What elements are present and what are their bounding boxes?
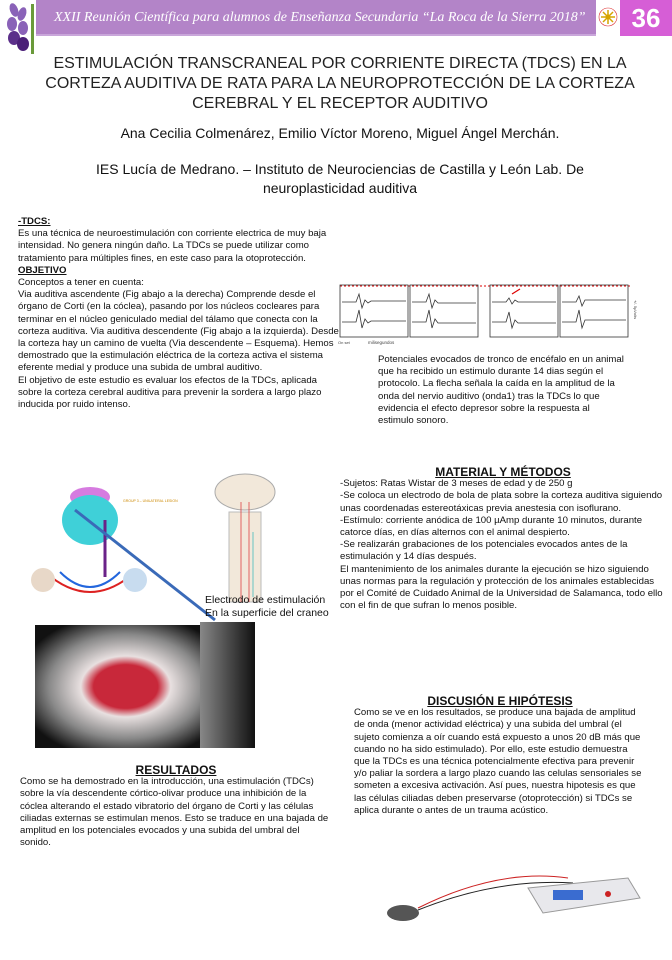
materials-line: El mantenimiento de los animales durante la ejecución se hizo siguiendo unas normas para la regulación y protección de los animales establecidas por el Comité de Cuidado Animal de la Universidad de Salamanca, todo ello con el fin de que sufran lo menos posible.: [340, 563, 663, 612]
scale-label: +/- 5µVolts: [633, 300, 638, 320]
results-text: Como se ha demostrado en la introducción, una estimulación (TDCs) sobre la vía descendente córtico-olivar produce una inhibición de la cóclea alterando el estado vibratorio del órgano de Corti y las células ciliadas externas se estimulan menos. Esto se traduce en una bajada de amplitud en los potenciales evocados y una subida del umbral del sonido.: [20, 776, 329, 849]
objetivo-p1: Conceptos a tener en cuenta:: [18, 277, 144, 289]
materials-line: -Se coloca un electrodo de bola de plata sobre la corteza auditiva siguiendo unas coordenadas estereotáxicas previa anestesia con isoflurano.: [340, 490, 663, 514]
poster-number: 36: [620, 0, 672, 36]
authors: Ana Cecilia Colmenárez, Emilio Víctor Moreno, Miguel Ángel Merchán.: [120, 125, 560, 141]
group-label: GROUP 3 – UNILATERAL LESION: [123, 499, 178, 503]
electrode-caption: [205, 594, 329, 620]
materials-line: -Estímulo: corriente anódica de 100 µAmp durante 10 minutos, durante catorce días, en días alternos con el animal despierto.: [340, 514, 643, 539]
intro-section: [18, 216, 340, 411]
objetivo-heading: OBJETIVO: [18, 264, 67, 276]
discussion-heading: DISCUSIÓN E HIPÓTESIS: [427, 694, 573, 708]
stimulator-device-image: [378, 858, 643, 930]
electrode-caption-line1: Electrodo de estimulación: [205, 594, 326, 606]
materials-line: -Sujetos: Ratas Wistar de 3 meses de edad y de 250 g: [340, 478, 573, 490]
tdcs-heading: -TDCS:: [18, 216, 51, 227]
institution: IES Lucía de Medrano. – Instituto de Neurociencias de Castilla y León Lab. De neuroplasticidad auditiva: [96, 161, 584, 196]
surgery-photo-edge: [200, 622, 255, 748]
sun-logo: [598, 2, 618, 32]
surgery-photo: [35, 625, 200, 748]
discussion-text: Como se ve en los resultados, se produce una bajada de amplitud de onda (menor actividad eléctrica) y una subida del umbral (el sujeto comienza a oír cuando está expuesto a unos 20 dB más que cuando no ha sido estimulado). Por ello, este estudio demuestra que la TDCs es una técnica potencialmente efectiva para prevenir y/o paliar la sordera a largo plazo cuando las celulas sensoriales se someten a excesiva activación. Así pues, nuestra hipotesis es que las células ciliadas deben preservarse (otoprotección) si TDCs se aplica durante o antes de un trauma acústico.: [354, 707, 642, 816]
lavender-logo: [2, 0, 36, 62]
materials-line: -Se realizarán grabaciones de los potenciales evocados antes de la estimulación y 14 días después.: [340, 539, 628, 563]
waveform-caption: Potenciales evocados de tronco de encéfalo en un animal que ha recibido un estimulo durante 14 dias según el protocolo. La flecha señala la caída en la amplitud de la onda del nervio auditivo (onda1) tras la TDCs lo que evidencia el efecto depresor sobre la respuesta al estimulo sonoro.: [378, 354, 624, 427]
results-heading: RESULTADOS: [135, 763, 217, 777]
objetivo-p2: Via auditiva ascendente (Fig abajo a la derecha) Comprende desde el órgano de Corti (en la cóclea), pasando por los núcleos cocleares para terminar en el núcleo geniculado medial del tálamo que conecta con la corteza auditiva. Via auditiva descendente (Fig abajo a la izquierda). Desde la corteza hay un camino de vuelta (Via descendente – Esquema). Hemos demostrado que la estimulación eléctrica de la corteza activa el sistema eferente medial y produce una subida de umbral auditivo.: [18, 289, 339, 374]
tdcs-text: Es una técnica de neuroestimulación con corriente electrica de muy baja intensidad. No genera ningún daño. La TDCs se puede utilizar como tratamiento para múltiples fines, en este caso para la otoprotección.: [18, 228, 327, 264]
poster-title: ESTIMULACIÓN TRANSCRANEAL POR CORRIENTE DIRECTA (TDCS) EN LA CORTEZA AUDITIVA DE RATA PARA LA NEUROPROTECCIÓN DE LA CORTEZA CEREBRAL Y EL RECEPTOR AUDITIVO: [45, 55, 635, 112]
results-section: [20, 764, 332, 849]
conference-banner: XXII Reunión Científica para alumnos de Enseñanza Secundaria “La Roca de la Sierra 2018”: [36, 0, 596, 36]
title-block: [30, 54, 650, 198]
discussion-section: [354, 695, 646, 817]
onset-label: On set: [338, 340, 350, 345]
electrode-caption-line2: En la superficie del craneo: [205, 607, 329, 619]
waveform-figure: [338, 280, 638, 346]
x-axis-label: milisegundos: [368, 340, 395, 345]
objetivo-p3: El objetivo de este estudio es evaluar los efectos de la TDCs, aplicada sobre la corteza cerebral auditiva para prevenir la sordera a largo plazo inducida por ruido intenso.: [18, 374, 322, 411]
materials-heading: MATERIAL Y MÉTODOS: [435, 465, 571, 479]
materials-section: [340, 466, 666, 612]
